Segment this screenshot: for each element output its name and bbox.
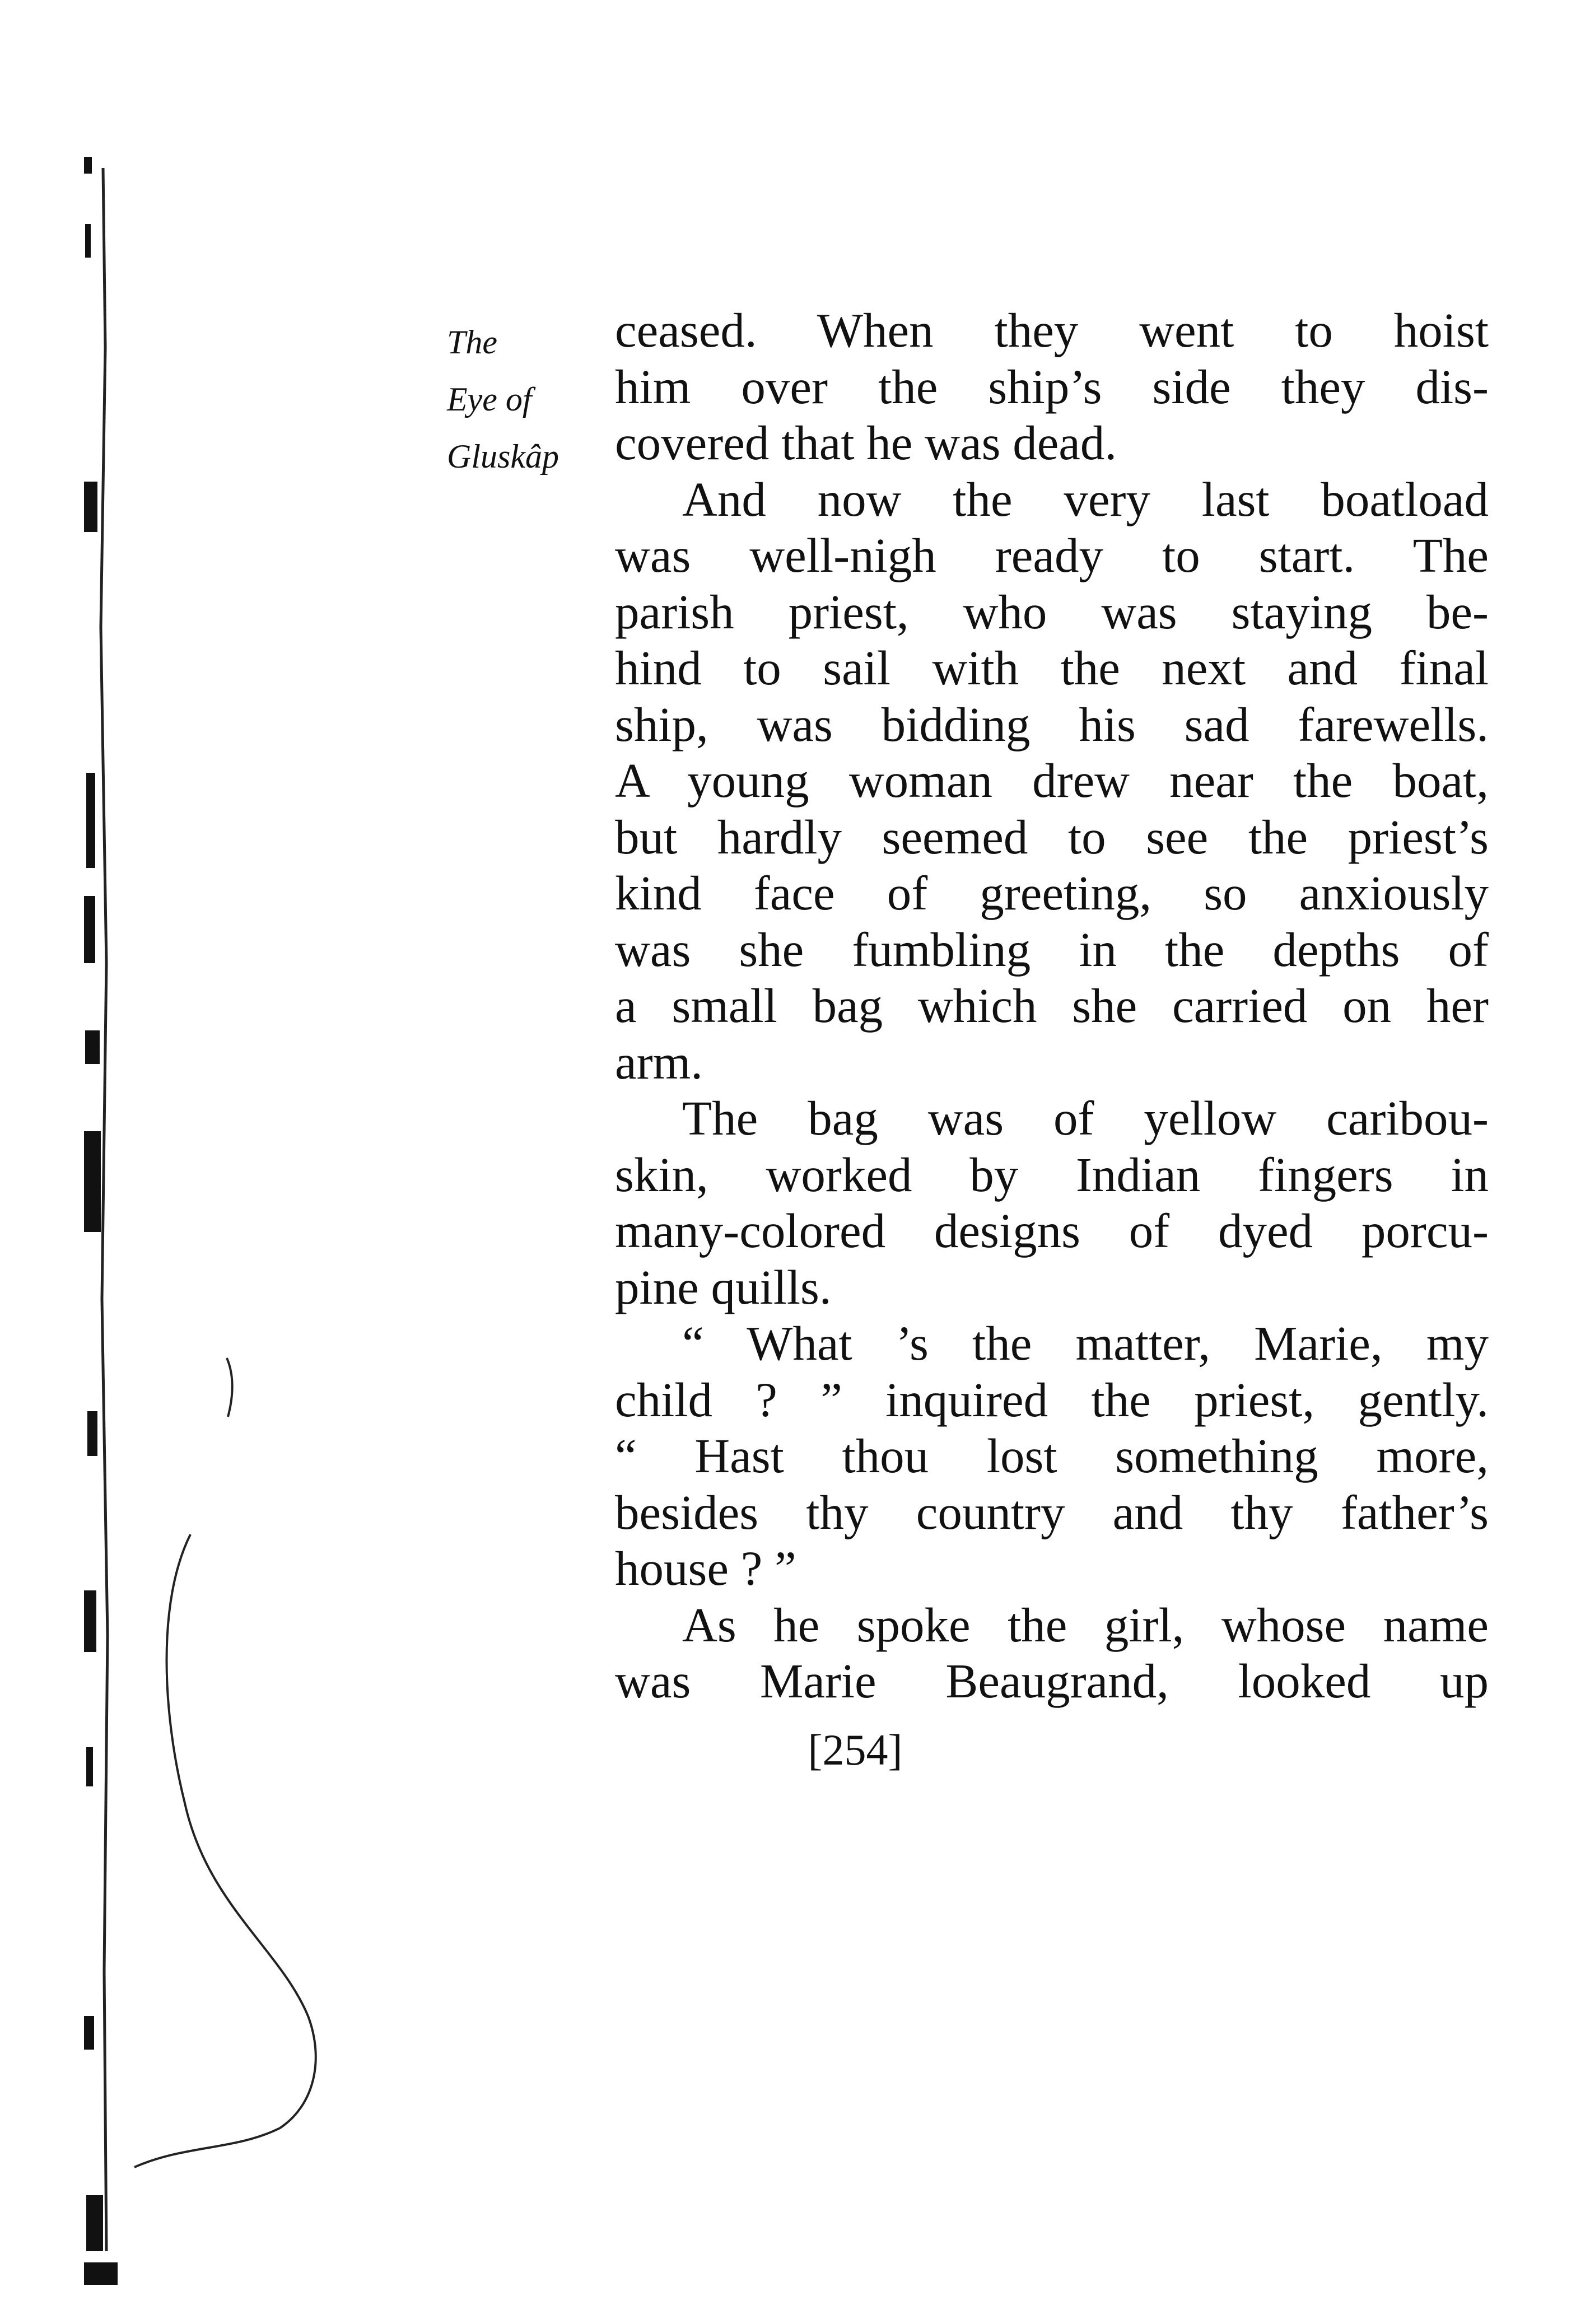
text-line: arm.	[615, 1034, 703, 1089]
text-line: ceased. When they went to hoist	[615, 303, 1489, 357]
text-line: hind to sail with the next and final	[615, 641, 1489, 695]
text-line: “ What ’s the matter, Marie, my	[682, 1316, 1489, 1370]
text-line: The bag was of yellow caribou-	[682, 1091, 1489, 1145]
text-line: him over the ship’s side they dis-	[615, 359, 1489, 414]
text-line: covered that he was dead.	[615, 416, 1117, 470]
text-line: but hardly seemed to see the priest’s	[615, 809, 1489, 864]
text-line: As he spoke the girl, whose name	[682, 1597, 1489, 1652]
text-line: kind face of greeting, so anxiously	[615, 866, 1489, 920]
text-line: many-colored designs of dyed porcu-	[615, 1203, 1489, 1258]
text-line: parish priest, who was staying be-	[615, 584, 1489, 639]
body-text	[615, 302, 1489, 1710]
text-line: And now the very last boatload	[682, 472, 1489, 526]
text-line: was Marie Beaugrand, looked up	[615, 1654, 1489, 1708]
text-line: house ? ”	[615, 1541, 796, 1595]
running-head-line: The	[447, 324, 497, 361]
pencil-tick	[221, 1355, 244, 1422]
pencil-stroke	[112, 1512, 347, 2240]
text-line: was she fumbling in the depths of	[615, 922, 1489, 977]
text-line: ship, was bidding his sad farewells.	[615, 697, 1489, 752]
text-line: a small bag which she carried on her	[615, 978, 1489, 1033]
text-line: was well-nigh ready to start. The	[615, 528, 1489, 582]
page-number: [254]	[808, 1725, 903, 1774]
text-line: A young woman drew near the boat,	[615, 753, 1489, 808]
running-head-line: Eye of	[447, 381, 532, 418]
text-line: child ? ” inquired the priest, gently.	[615, 1372, 1489, 1427]
text-line: pine quills.	[615, 1259, 832, 1314]
running-head	[447, 314, 604, 485]
text-line: “ Hast thou lost something more,	[615, 1429, 1489, 1483]
text-line: besides thy country and thy father’s	[615, 1485, 1489, 1539]
running-head-line: Gluskâp	[447, 438, 559, 475]
text-line: skin, worked by Indian fingers in	[615, 1147, 1489, 1202]
